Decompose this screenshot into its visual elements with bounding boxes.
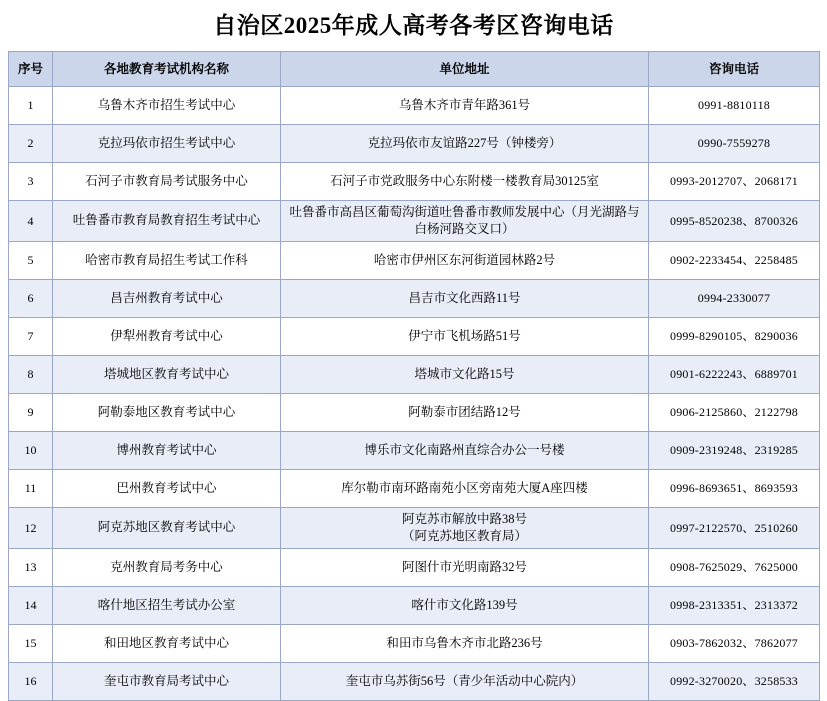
cell-address: [281, 241, 649, 279]
cell-address: [281, 431, 649, 469]
cell-index: 2: [9, 125, 53, 163]
cell-institution-name: 巴州教育考试中心: [53, 469, 281, 507]
cell-institution-name: 阿克苏地区教育考试中心: [53, 507, 281, 548]
address-line: 库尔勒市南环路南苑小区旁南苑大厦A座四楼: [341, 480, 588, 495]
address-lines: [285, 511, 644, 545]
table-row: [9, 431, 820, 469]
column-header-index: 序号: [9, 52, 53, 87]
table-container: [0, 51, 827, 701]
address-lines: [285, 204, 644, 238]
address-line: 哈密市伊州区东河街道园林路2号: [373, 252, 556, 267]
address-line: （阿克苏地区教育局）: [401, 528, 527, 543]
table-row: [9, 393, 820, 431]
table-body: [9, 87, 820, 701]
address-line: 吐鲁番市高昌区葡萄沟街道吐鲁番市教师发展中心（月光湖路与白杨河路交叉口）: [289, 205, 640, 236]
address-lines: [285, 442, 644, 459]
table-row: [9, 125, 820, 163]
address-lines: [285, 173, 644, 190]
cell-index: 15: [9, 624, 53, 662]
address-line: 奎屯市乌苏街56号（青少年活动中心院内）: [345, 673, 584, 688]
address-line: 伊宁市飞机场路51号: [408, 328, 521, 343]
cell-address: [281, 87, 649, 125]
table-header-row: [9, 52, 820, 87]
cell-phone: 0901-6222243、6889701: [649, 355, 820, 393]
cell-index: 4: [9, 201, 53, 242]
cell-index: 11: [9, 469, 53, 507]
cell-index: 5: [9, 241, 53, 279]
cell-phone: 0991-8810118: [649, 87, 820, 125]
cell-index: 13: [9, 548, 53, 586]
table-row: [9, 548, 820, 586]
address-line: 塔城市文化路15号: [414, 366, 515, 381]
cell-index: 9: [9, 393, 53, 431]
column-header-institution: 各地教育考试机构名称: [53, 52, 281, 87]
cell-institution-name: 和田地区教育考试中心: [53, 624, 281, 662]
table-row: [9, 201, 820, 242]
cell-address: [281, 586, 649, 624]
cell-institution-name: 博州教育考试中心: [53, 431, 281, 469]
cell-address: [281, 393, 649, 431]
cell-institution-name: 阿勒泰地区教育考试中心: [53, 393, 281, 431]
address-line: 博乐市文化南路州直综合办公一号楼: [364, 442, 565, 457]
address-lines: [285, 597, 644, 614]
cell-institution-name: 克州教育局考务中心: [53, 548, 281, 586]
cell-address: [281, 317, 649, 355]
cell-institution-name: 喀什地区招生考试办公室: [53, 586, 281, 624]
table-row: [9, 662, 820, 700]
cell-phone: 0994-2330077: [649, 279, 820, 317]
address-lines: [285, 252, 644, 269]
cell-address: [281, 662, 649, 700]
cell-institution-name: 哈密市教育局招生考试工作科: [53, 241, 281, 279]
cell-institution-name: 奎屯市教育局考试中心: [53, 662, 281, 700]
address-line: 石河子市党政服务中心东附楼一楼教育局30125室: [330, 174, 599, 189]
cell-institution-name: 伊犁州教育考试中心: [53, 317, 281, 355]
cell-index: 12: [9, 507, 53, 548]
cell-index: 16: [9, 662, 53, 700]
address-lines: [285, 328, 644, 345]
cell-phone: 0995-8520238、8700326: [649, 201, 820, 242]
cell-index: 14: [9, 586, 53, 624]
cell-address: [281, 125, 649, 163]
table-row: [9, 507, 820, 548]
table-row: [9, 317, 820, 355]
cell-phone: 0999-8290105、8290036: [649, 317, 820, 355]
address-lines: [285, 559, 644, 576]
address-line: 喀什市文化路139号: [411, 597, 518, 612]
cell-phone: 0902-2233454、2258485: [649, 241, 820, 279]
cell-address: [281, 163, 649, 201]
address-line: 阿图什市光明南路32号: [401, 559, 527, 574]
table-row: [9, 586, 820, 624]
cell-institution-name: 昌吉州教育考试中心: [53, 279, 281, 317]
table-row: [9, 163, 820, 201]
cell-address: [281, 469, 649, 507]
cell-index: 7: [9, 317, 53, 355]
consultation-phone-table: [8, 51, 820, 701]
cell-address: [281, 201, 649, 242]
cell-institution-name: 塔城地区教育考试中心: [53, 355, 281, 393]
cell-phone: 0908-7625029、7625000: [649, 548, 820, 586]
table-row: [9, 241, 820, 279]
cell-index: 10: [9, 431, 53, 469]
address-lines: [285, 404, 644, 421]
table-header: [9, 52, 820, 87]
address-lines: [285, 366, 644, 383]
address-line: 和田市乌鲁木齐市北路236号: [386, 635, 543, 650]
cell-phone: 0906-2125860、2122798: [649, 393, 820, 431]
address-line: 阿克苏市解放中路38号: [401, 511, 527, 526]
cell-address: [281, 355, 649, 393]
address-line: 乌鲁木齐市青年路361号: [398, 98, 531, 113]
cell-address: [281, 548, 649, 586]
cell-phone: 0998-2313351、2313372: [649, 586, 820, 624]
address-lines: [285, 480, 644, 497]
cell-index: 8: [9, 355, 53, 393]
address-line: 克拉玛依市友谊路227号（钟楼旁）: [367, 136, 562, 151]
cell-address: [281, 279, 649, 317]
address-line: 昌吉市文化西路11号: [408, 290, 521, 305]
cell-institution-name: 乌鲁木齐市招生考试中心: [53, 87, 281, 125]
address-line: 阿勒泰市团结路12号: [408, 404, 521, 419]
table-row: [9, 469, 820, 507]
address-lines: [285, 290, 644, 307]
cell-institution-name: 石河子市教育局考试服务中心: [53, 163, 281, 201]
cell-institution-name: 吐鲁番市教育局教育招生考试中心: [53, 201, 281, 242]
cell-phone: 0992-3270020、3258533: [649, 662, 820, 700]
cell-phone: 0996-8693651、8693593: [649, 469, 820, 507]
cell-index: 1: [9, 87, 53, 125]
address-lines: [285, 135, 644, 152]
address-lines: [285, 635, 644, 652]
page-title: 自治区2025年成人高考各考区咨询电话: [213, 13, 614, 38]
cell-institution-name: 克拉玛依市招生考试中心: [53, 125, 281, 163]
table-row: [9, 624, 820, 662]
cell-address: [281, 624, 649, 662]
column-header-phone: 咨询电话: [649, 52, 820, 87]
column-header-address: 单位地址: [281, 52, 649, 87]
address-lines: [285, 97, 644, 114]
cell-phone: 0997-2122570、2510260: [649, 507, 820, 548]
table-row: [9, 279, 820, 317]
cell-phone: 0990-7559278: [649, 125, 820, 163]
cell-index: 6: [9, 279, 53, 317]
cell-address: [281, 507, 649, 548]
table-row: [9, 355, 820, 393]
cell-phone: 0993-2012707、2068171: [649, 163, 820, 201]
cell-phone: 0909-2319248、2319285: [649, 431, 820, 469]
address-lines: [285, 673, 644, 690]
cell-phone: 0903-7862032、7862077: [649, 624, 820, 662]
cell-index: 3: [9, 163, 53, 201]
table-row: [9, 87, 820, 125]
